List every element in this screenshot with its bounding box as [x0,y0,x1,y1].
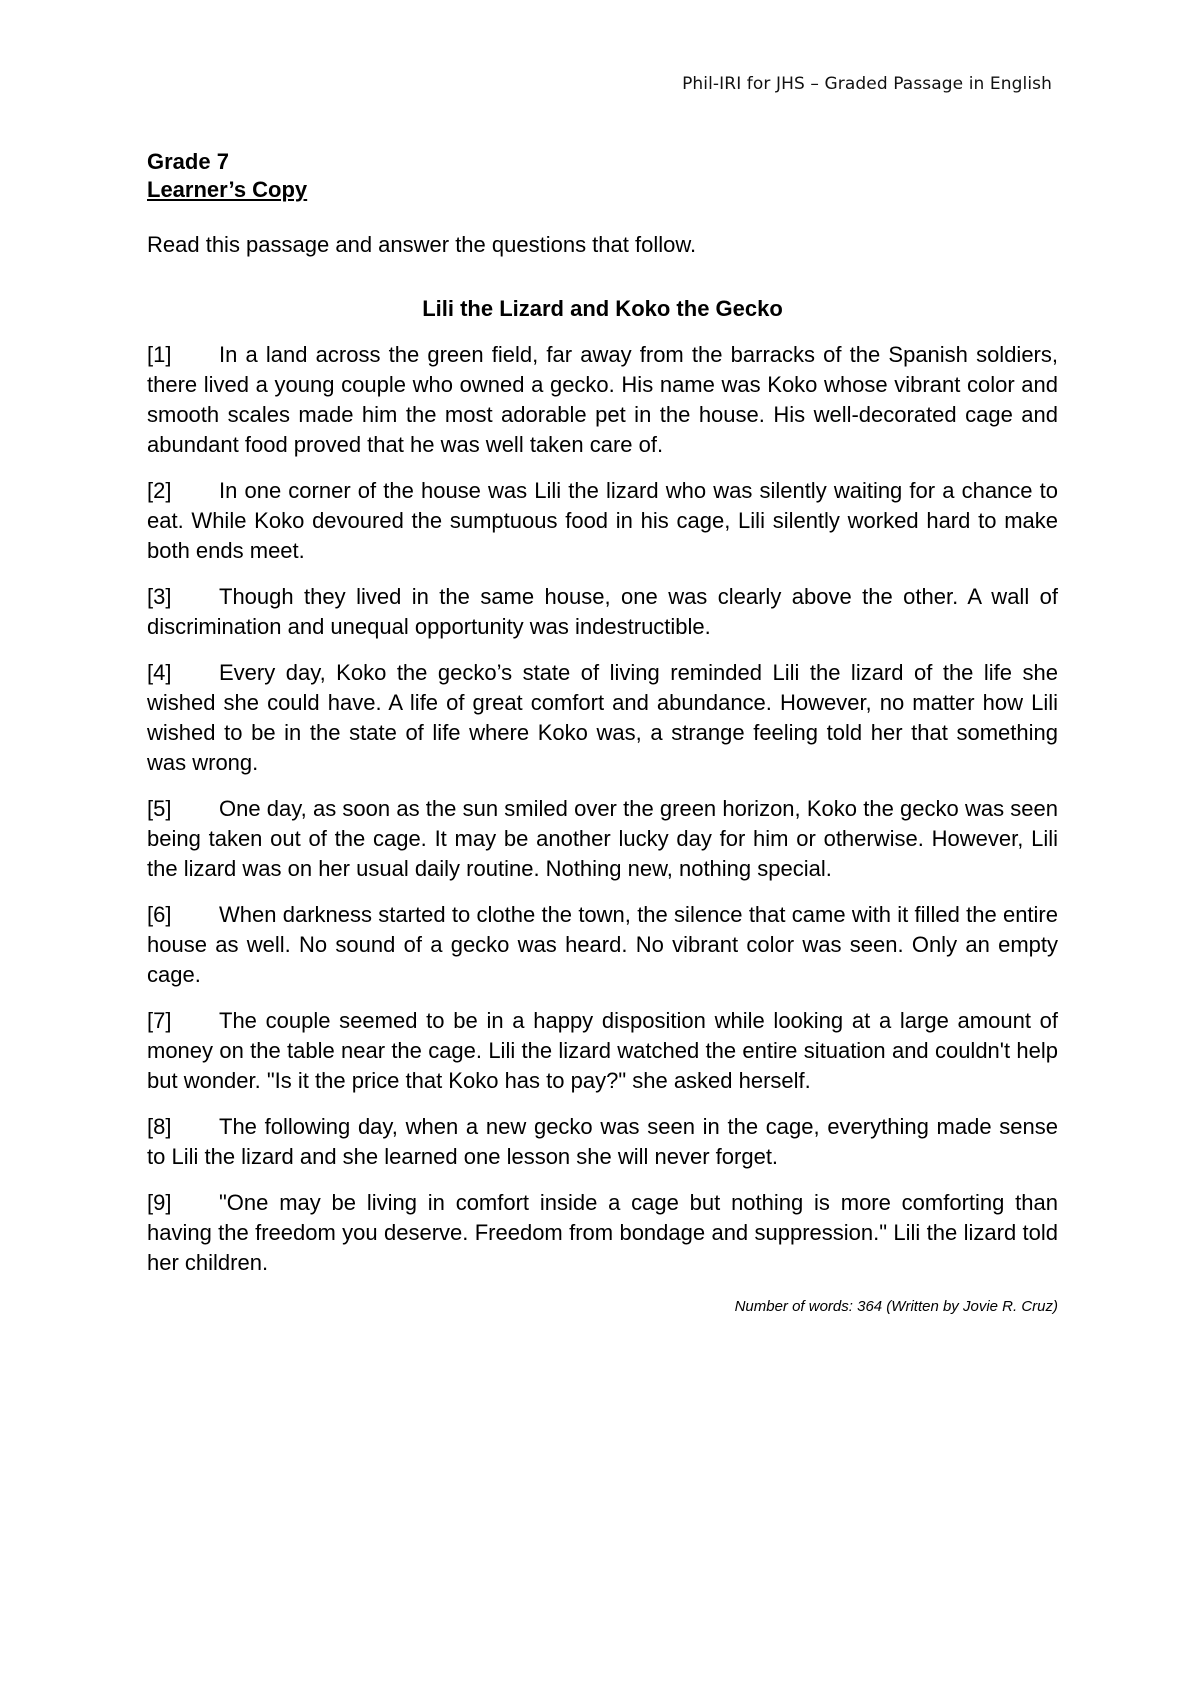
running-header: Phil-IRI for JHS – Graded Passage in English [682,74,1052,94]
paragraph-text: "One may be living in comfort inside a cage but nothing is more comforting than having the freedom you deserve. Freedom from bondage and suppression." Lili the lizard told her children. [147,1190,1058,1275]
instruction-text: Read this passage and answer the questions that follow. [147,232,697,257]
paragraph-number: [1] [147,342,172,367]
paragraph-9 [147,1188,1058,1278]
paragraph-text: In a land across the green field, far away from the barracks of the Spanish soldiers, there lived a young couple who owned a gecko. His name was Koko whose vibrant color and smooth scales made him the most adorable pet in the house. His well-decorated cage and abundant food proved that he was well taken care of. [147,342,1058,457]
copy-label: Learner’s Copy [147,177,308,202]
paragraph-text: The couple seemed to be in a happy disposition while looking at a large amount of money on the table near the cage. Lili the lizard watched the entire situation and couldn't help but wonder. "Is it the price that Koko has to pay?" she asked herself. [147,1008,1058,1093]
paragraph-5 [147,794,1058,884]
paragraph-text: Every day, Koko the gecko’s state of living reminded Lili the lizard of the life she wished she could have. A life of great comfort and abundance. However, no matter how Lili wished to be in the state of life where Koko was, a strange feeling told her that something was wrong. [147,660,1058,775]
passage-title: Lili the Lizard and Koko the Gecko [422,296,783,321]
paragraph-text: The following day, when a new gecko was seen in the cage, everything made sense to Lili the lizard and she learned one lesson she will never forget. [147,1114,1058,1169]
paragraph-number: [4] [147,660,172,685]
paragraph-text: Though they lived in the same house, one was clearly above the other. A wall of discrimination and unequal opportunity was indestructible. [147,584,1058,639]
paragraph-number: [5] [147,796,172,821]
paragraph-number: [3] [147,584,172,609]
paragraph-3 [147,582,1058,642]
paragraph-number: [7] [147,1008,172,1033]
paragraph-number: [6] [147,902,172,927]
paragraph-number: [9] [147,1190,172,1215]
paragraph-text: When darkness started to clothe the town, the silence that came with it filled the entire house as well. No sound of a gecko was heard. No vibrant color was seen. Only an empty cage. [147,902,1058,987]
paragraph-2 [147,476,1058,566]
paragraph-1 [147,340,1058,460]
paragraph-4 [147,658,1058,778]
paragraph-7 [147,1006,1058,1096]
paragraph-text: One day, as soon as the sun smiled over the green horizon, Koko the gecko was seen being taken out of the cage. It may be another lucky day for him or otherwise. However, Lili the lizard was on her usual daily routine. Nothing new, nothing special. [147,796,1058,881]
grade-heading: Grade 7 [147,149,229,174]
paragraph-8 [147,1112,1058,1172]
document-body [147,148,1058,1315]
word-count-note: Number of words: 364 (Written by Jovie R. Cruz) [734,1298,1058,1315]
paragraph-number: [2] [147,478,172,503]
paragraph-number: [8] [147,1114,172,1139]
paragraph-text: In one corner of the house was Lili the lizard who was silently waiting for a chance to eat. While Koko devoured the sumptuous food in his cage, Lili silently worked hard to make both ends meet. [147,478,1058,563]
paragraph-6 [147,900,1058,990]
